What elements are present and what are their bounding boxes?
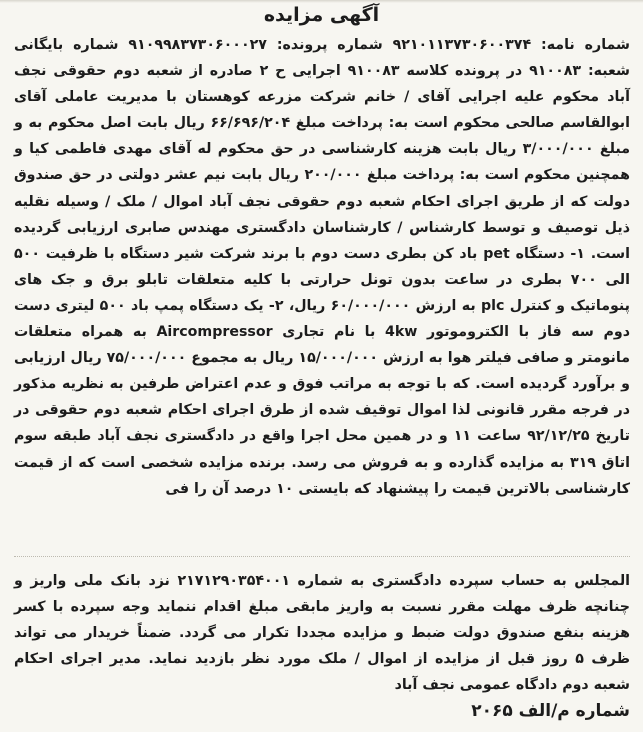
notice-body — [14, 32, 630, 502]
notice-continuation: المجلس به حساب سپرده دادگستری به شماره ۲۱۷۱۲۹۰۳۵۴۰۰۱ نزد بانک ملی واریز و چنانچه ظرف مهلت مقرر نسبت به واریز مابقی مبلغ اقدام ننماید وجه سپرده با کسر هزینه بنفع صندوق دولت ضبط و مزایده مجددا تکرار می گردد. ضمناً خریدار می تواند ظرف ۵ روز قبل از مزایده از اموال / ملک مورد نظر بازدید نماید. مدیر اجرای احکام شعبه دوم دادگاه عمومی نجف آباد — [14, 573, 631, 693]
notice-title: آگهی مزایده — [263, 4, 380, 26]
scan-edge — [0, 0, 643, 3]
notice-footer — [14, 568, 630, 724]
notice-number: شماره م/الف ۲۰۶۵ — [471, 701, 630, 721]
section-divider — [14, 556, 630, 557]
notice-paragraph: شماره نامه: ۹۲۱۰۱۱۳۷۳۰۶۰۰۳۷۴ شماره پرونده: ۹۱۰۹۹۸۳۷۳۰۶۰۰۰۲۷ شماره بایگانی شعبه: ۹۱۰۰۸۳ در پرونده کلاسه ۹۱۰۰۸۳ اجرایی ح ۲ صادره از شعبه دوم حقوقی نجف آباد محکوم علیه اجرایی آقای / خانم شرکت مزرعه کوهستان با مدیریت عاملی آقای ابوالقاسم صالحی محکوم است به: پرداخت مبلغ ۶۶/۶۹۶/۲۰۴ ریال بابت اصل محکوم به و مبلغ ۳/۰۰۰/۰۰۰ ریال بابت هزینه کارشناسی در حق محکوم له آقای مهدی فاطمی کیا و همچنین محکوم است به: پرداخت مبلغ ۲۰۰/۰۰۰ ریال بابت نیم عشر دولتی در حق صندوق دولت که از طریق اجرای احکام شعبه دوم حقوقی نجف آباد اموال / ملک / وسیله نقلیه ذیل توصیف و توسط کارشناس / کارشناسان دادگستری مهندس صابری ارزیابی گردیده است. ۱- دستگاه pet باد کن بطری دست دوم با برند شرکت شیر دستگاه با ظرفیت ۵۰۰ الی ۷۰۰ بطری در ساعت بدون تونل حرارتی با کلیه متعلقات تابلو برق و جک های پنوماتیک و کنترل plc به ارزش ۶۰/۰۰۰/۰۰۰ ریال، ۲- یک دستگاه پمپ باد ۵۰۰ لیتری دست دوم سه فاز با الکتروموتور 4kw با نام تجاری Aircompressor به همراه متعلقات مانومتر و صافی فیلتر هوا به ارزش ۱۵/۰۰۰/۰۰۰ ریال به مجموع ۷۵/۰۰۰/۰۰۰ ریال ارزیابی و برآورد گردیده است. که با توجه به مراتب فوق و عدم اعتراض طرفین به نظریه مذکور در فرجه مقرر قانونی لذا اموال توقیف شده از طرق اجرای احکام شعبه دوم حقوقی در تاریخ ۹۲/۱۲/۲۵ ساعت ۱۱ و در همین محل اجرا واقع در دادگستری نجف آباد طبقه سوم اتاق ۳۱۹ به مزایده گذارده و به فروش می رسد. برنده مزایده شخصی است که از قیمت کارشناسی بالاترین قیمت را پیشنهاد که بایستی ۱۰ درصد آن را فی — [14, 37, 631, 497]
